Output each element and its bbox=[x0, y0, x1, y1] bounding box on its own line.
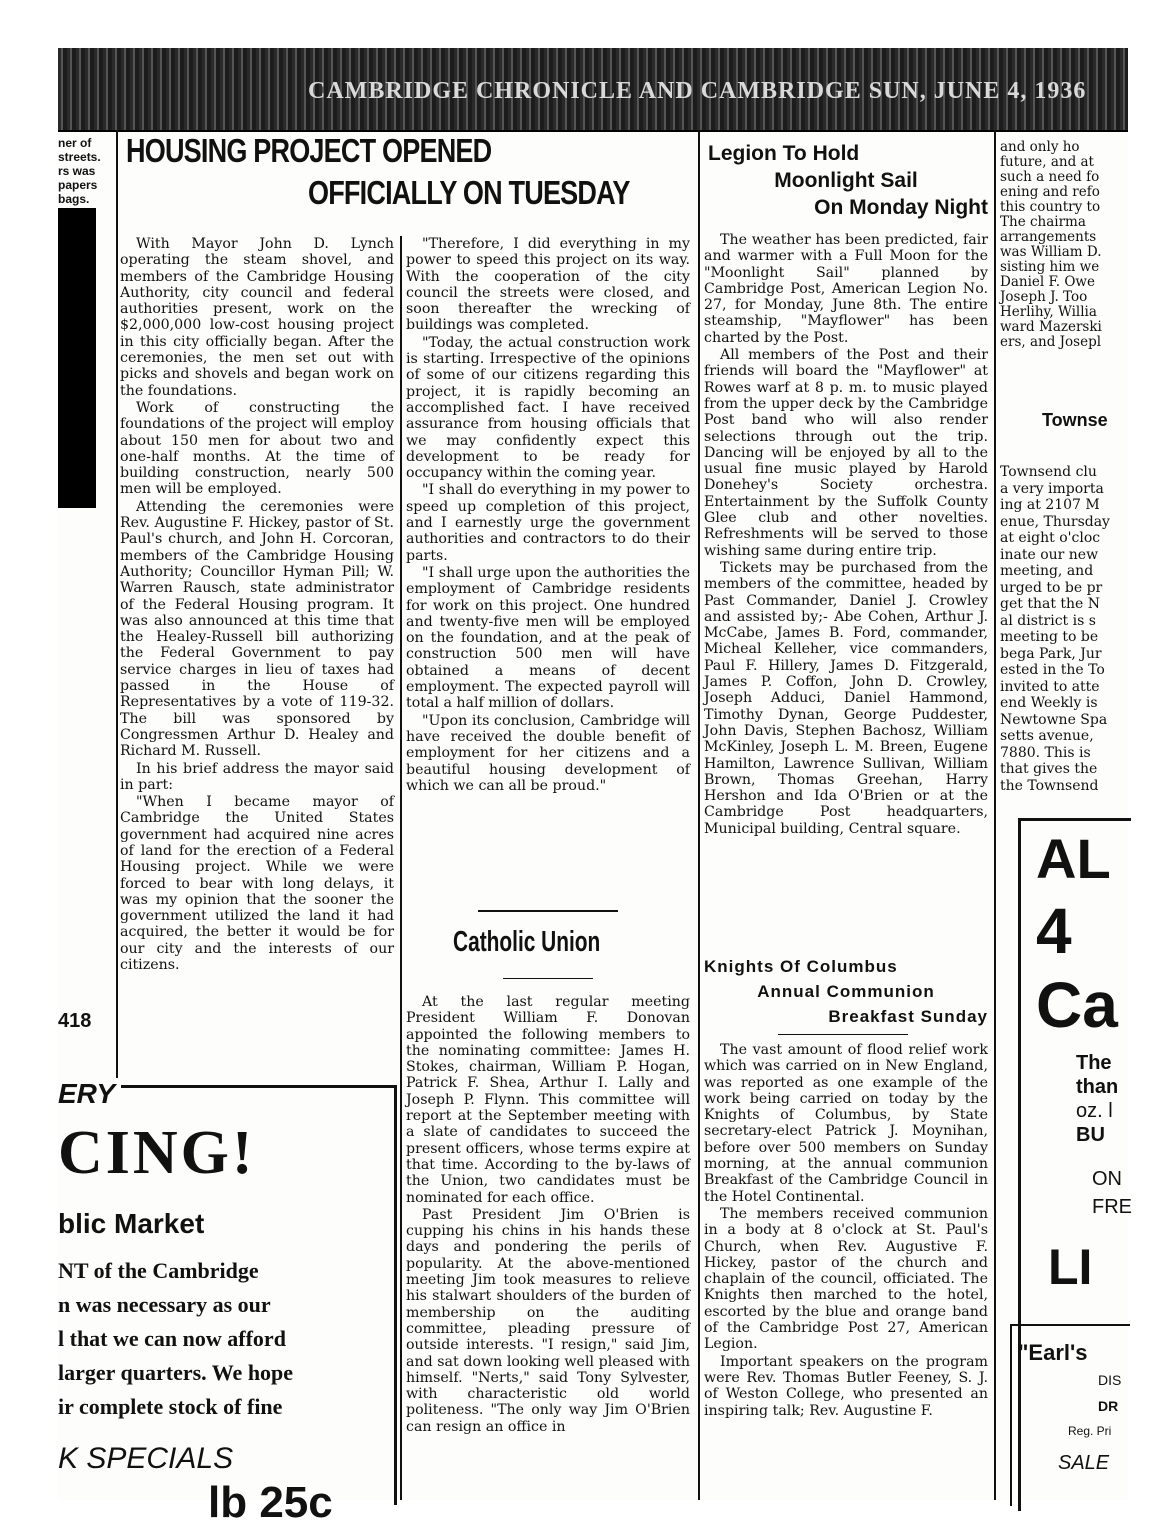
masthead-text: CAMBRIDGE CHRONICLE AND CAMBRIDGE SUN, JUNE 4, 1936 bbox=[308, 78, 1087, 104]
kofc-headline bbox=[704, 954, 988, 1029]
fragment-line: ing at 2107 M bbox=[1000, 497, 1100, 513]
ad-text: DIS bbox=[1098, 1372, 1122, 1388]
headline-line: Knights Of Columbus bbox=[704, 957, 898, 976]
ad-border bbox=[394, 1085, 397, 1505]
ad-text: l that we can now afford bbox=[58, 1326, 286, 1351]
left-fragment-top bbox=[58, 136, 116, 206]
paragraph: The weather has been predicted, fair and warmer with a Full Moon for the "Moonlight Sail" planned by Cambridge Post, American Legion No. 27, for Monday, June 8th. The entire steamship, "Mayflower" has been charted by the Post. bbox=[704, 232, 988, 346]
housing-column-1 bbox=[120, 236, 394, 1036]
fragment-line: papers bbox=[58, 178, 98, 192]
ad-text: lb 25c bbox=[208, 1478, 333, 1527]
fragment-line: ward Mazerski bbox=[1000, 319, 1102, 335]
left-fragment-number: 418 bbox=[58, 1010, 92, 1032]
fragment-line: rs was bbox=[58, 164, 96, 178]
housing-headline-2: OFFICIALLY ON TUESDAY bbox=[308, 174, 630, 211]
paragraph: Past President Jim O'Brien is cupping his chins in his hands these days and pondering the perils of popularity. At the above-mentioned meeting Jim took measures to relieve his stalwart shoulders of the burden of membership on the auditing committee, pleading pressure of outside interests. "I resign," said Jim, and sat down looking well pleased with himself. "Nerts," said Tony Sylvester, with characteristic old world politeness. "The only way Jim O'Brien can resign an office in bbox=[406, 1206, 690, 1435]
housing-column-2 bbox=[406, 236, 690, 901]
headline-line: Moonlight Sail bbox=[774, 169, 918, 192]
fragment-line: a very importa bbox=[1000, 480, 1104, 497]
paragraph: "I shall do everything in my power to speed up completion of this project, and I earnestly urge the government authorities and contractors to do their parts. bbox=[406, 482, 690, 564]
townsend-body bbox=[1000, 464, 1128, 804]
fragment-line: meeting, and bbox=[1000, 563, 1094, 579]
divider bbox=[778, 1034, 908, 1035]
paragraph: "Today, the actual construction work is starting. Irrespective of the opinions of some of our citizens regarding this project, it is rapidly becoming an accomplished fact. I have received assurance from housing officials that we may confidently expect this development to be ready for occupancy within the coming year. bbox=[406, 334, 690, 482]
ad-text: SALE bbox=[1058, 1452, 1110, 1474]
ad-text: NT of the Cambridge bbox=[58, 1258, 259, 1283]
paragraph: "Therefore, I did everything in my power to speed this project on its way. With the cooperation of the city council the streets were closed, and soon thereafter the wrecking of buildings was completed. bbox=[406, 236, 690, 334]
divider bbox=[478, 910, 618, 912]
column-rule bbox=[698, 130, 700, 1500]
ad-text: n was necessary as our bbox=[58, 1292, 271, 1317]
paragraph: With Mayor John D. Lynch operating the steam shovel, and members of the Cambridge Housing Authority, city council and federal authorities present, work on the $2,000,000 low-cost housing project in this city officially began. After the ceremonies, the men set out with picks and shovels and began work on the foundations. bbox=[120, 236, 394, 399]
fragment-line: inate our new bbox=[1000, 546, 1099, 563]
ad-text: AL bbox=[1036, 827, 1111, 890]
legion-body bbox=[704, 232, 988, 928]
fragment-line: at eight o'cloc bbox=[1000, 530, 1101, 546]
fragment-line: Herlihy, Willia bbox=[1000, 304, 1097, 320]
ad-text: The bbox=[1076, 1052, 1112, 1074]
catholic-union-body bbox=[406, 994, 690, 1500]
fragment-line: Townsend clu bbox=[1000, 464, 1097, 480]
paragraph: Attending the ceremonies were Rev. Augustine F. Hickey, pastor of St. Paul's church, and John H. Corcoran, members of the Cambridge Housing Authority; Councillor Hyman Pill; W. Warren Rausch, state administrator of the Federal Housing program. It was also announced at this time that the Healey-Russell bill authorizing the Federal Government to pay service charges in lieu of taxes had passed in the House of Representatives by a vote of 119-32. The bill was sponsored by Congressmen Arthur D. Healey and Richard M. Russell. bbox=[120, 498, 394, 760]
fragment-line: bags. bbox=[58, 192, 90, 206]
ad-text: CING! bbox=[58, 1119, 256, 1187]
ad-text: ir complete stock of fine bbox=[58, 1394, 283, 1419]
fragment-line: arrangements bbox=[1000, 229, 1097, 245]
fragment-line: enue, Thursday bbox=[1000, 513, 1110, 530]
fragment-line: 7880. This is bbox=[1000, 744, 1091, 761]
catholic-union-headline: Catholic Union bbox=[453, 926, 601, 958]
newspaper-page bbox=[58, 48, 1132, 1527]
ad-fragment-block bbox=[58, 208, 96, 508]
fragment-line: urged to be pr bbox=[1000, 579, 1103, 596]
fragment-line: future, and at bbox=[1000, 154, 1094, 170]
fragment-line: meeting to be bbox=[1000, 629, 1099, 645]
ad-text: Reg. Pri bbox=[1068, 1424, 1112, 1438]
fragment-line: the Townsend bbox=[1000, 777, 1099, 794]
fragment-line: Joseph J. Too bbox=[1000, 289, 1088, 305]
headline-line: On Monday Night bbox=[814, 196, 988, 219]
fragment-line: Newtowne Spa bbox=[1000, 711, 1108, 728]
fragment-line: that gives the bbox=[1000, 761, 1098, 777]
ad-text: than bbox=[1076, 1076, 1119, 1098]
paragraph: "Upon its conclusion, Cambridge will have received the double benefit of employment for her citizens and a beautiful housing development of which we can all be proud." bbox=[406, 712, 690, 794]
right-fragment-top bbox=[1000, 140, 1128, 410]
fragment-line: end Weekly is bbox=[1000, 695, 1098, 711]
masthead bbox=[58, 48, 1128, 132]
townsend-headline: Townse bbox=[1042, 410, 1108, 430]
fragment-line: such a need fo bbox=[1000, 169, 1100, 185]
fragment-line: and only ho bbox=[1000, 139, 1080, 155]
housing-headline-1: HOUSING PROJECT OPENED bbox=[126, 132, 492, 169]
ad-text: "Earl's bbox=[1018, 1340, 1088, 1365]
fragment-line: ested in the To bbox=[1000, 662, 1105, 678]
ad-text: Ca bbox=[1036, 969, 1118, 1041]
headline-line: Breakfast Sunday bbox=[828, 1007, 988, 1026]
column-rule bbox=[994, 130, 996, 1500]
kofc-body bbox=[704, 1042, 988, 1500]
fragment-line: sisting him we bbox=[1000, 259, 1100, 275]
divider bbox=[503, 978, 593, 979]
fragment-line: ening and refo bbox=[1000, 184, 1100, 200]
fragment-line: streets. bbox=[58, 150, 101, 164]
ad-text: K SPECIALS bbox=[58, 1442, 234, 1475]
paragraph: The vast amount of flood relief work which was carried on in New England, was reported as one example of the work being carried on today by the Knights of Columbus, by State secretary-elect Patrick J. Moynihan, before over 500 members on Sunday morning, at the annual communion Breakfast of the Cambridge Council in the Hotel Continental. bbox=[704, 1042, 988, 1205]
fragment-line: The chairma bbox=[1000, 214, 1086, 230]
fragment-line: invited to atte bbox=[1000, 678, 1100, 695]
fragment-line: this country to bbox=[1000, 199, 1101, 215]
paragraph: In his brief address the mayor said in part: bbox=[120, 760, 394, 793]
legion-headline bbox=[704, 140, 988, 221]
paragraph: Work of constructing the foundations of the project will employ about 150 men for about two and one-half months. At the time of building construction, nearly 500 men will be employed. bbox=[120, 399, 394, 498]
ad-text: larger quarters. We hope bbox=[58, 1360, 294, 1385]
paragraph: Important speakers on the program were Rev. Thomas Butler Feeney, S. J. of Weston College, who presented an inspiring talk; Rev. Augustine F. bbox=[704, 1353, 988, 1419]
ad-text: DR bbox=[1098, 1398, 1119, 1414]
paragraph: All members of the Post and their friends will board the "Mayflower" at Rowes warf at 8 p. m. to music played from the upper deck by the Cambridge Post band who will also render selections through out the trip. Dancing will be enjoyed by all to the usual fine music played by Harold Donehey's Society orchestra. Entertainment by the Suffolk County Glee club and other novelties. Refreshments will be served to those wishing same during entire trip. bbox=[704, 347, 988, 559]
fragment-line: bega Park, Jur bbox=[1000, 645, 1102, 662]
fragment-line: Daniel F. Owe bbox=[1000, 274, 1095, 290]
ad-border bbox=[98, 1085, 394, 1088]
paragraph: Tickets may be purchased from the members of the committee, headed by Past Commander, Daniel J. Crowley and assisted by;- Abe Cohen, Arthur J. McCabe, James B. Ford, commander, Micheal Kelleher, vice commanders, Paul F. Hillery, James D. Fitzgerald, James P. Coffon, John D. Crowley, Joseph Adduci, Daniel Hammond, Timothy Dynan, George Puddester, John Davis, Stephen Bachosz, William McKinley, Joseph L. M. Breen, Eugene Hamilton, Lawrence Sullivan, William Brown, Thomas Greehan, Harry Hershon and Ida O'Brien or at the Cambridge Post headquarters, Municipal building, Central square. bbox=[704, 559, 988, 837]
column-rule bbox=[116, 130, 118, 1080]
fragment-line: get that the N bbox=[1000, 596, 1101, 612]
paragraph: At the last regular meeting President William F. Donovan appointed the following members to the nominating committee: James H. Stokes, chairman, William P. Hogan, Patrick F. Shea, Arthur I. Lally and Joseph P. Flynn. This committee will report at the September meeting with a slate of candidates to succeed the present officers, whose terms expire at that time. According to the by-laws of the Union, two candidates must be nominated for each office. bbox=[406, 994, 690, 1206]
ad-text: 4 bbox=[1036, 895, 1072, 967]
ad-text: ERY bbox=[58, 1078, 121, 1110]
paragraph: "I shall urge upon the authorities the employment of Cambridge residents for work on this project. One hundred and twenty-five men will be employed on the foundation, and at the peak of construction 500 men will have obtained a means of decent employment. The expected payroll will total a half million of dollars. bbox=[406, 564, 690, 712]
fragment-line: al district is s bbox=[1000, 612, 1096, 629]
fragment-line: setts avenue, bbox=[1000, 728, 1094, 744]
ad-text: LI bbox=[1048, 1239, 1093, 1295]
ad-text: BU bbox=[1076, 1124, 1105, 1146]
column-rule bbox=[400, 236, 402, 1500]
ad-text: ON bbox=[1092, 1168, 1122, 1190]
paragraph: The members received communion in a body at 8 o'clock at St. Paul's Church, when Rev. Augustive F. Hickey, pastor of the church and chaplain of the council, officiated. The Knights then marched to the hotel, escorted by the blue and orange band of the Cambridge Post 27, American Legion. bbox=[704, 1205, 988, 1353]
headline-line: Legion To Hold bbox=[708, 142, 860, 165]
paragraph: "When I became mayor of Cambridge the United States government had acquired nine acres of land for the erection of a Federal Housing project. While we were forced to bear with long delays, it was my opinion that the sooner the government utilized the land it had acquired, the better it would be for our city and the interests of our citizens. bbox=[120, 794, 394, 974]
fragment-line: ner of bbox=[58, 136, 92, 150]
fragment-line: ers, and Josepl bbox=[1000, 334, 1102, 350]
ad-text: blic Market bbox=[58, 1208, 205, 1239]
ad-text: oz. l bbox=[1076, 1100, 1113, 1122]
fragment-line: was William D. bbox=[1000, 244, 1102, 260]
ad-text: FRE bbox=[1092, 1196, 1132, 1218]
headline-line: Annual Communion bbox=[757, 982, 935, 1001]
